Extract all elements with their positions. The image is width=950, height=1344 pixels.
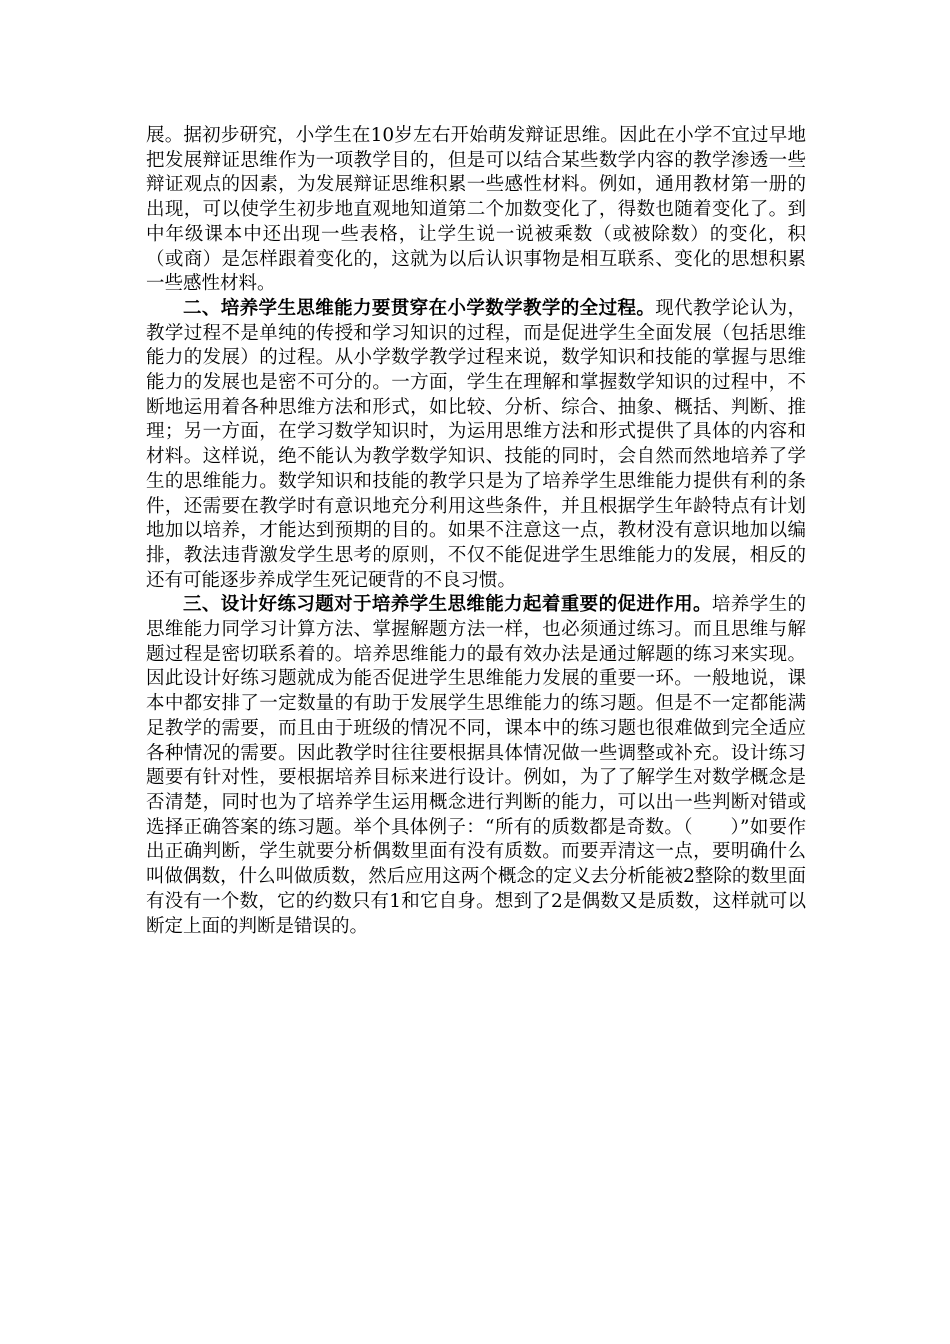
paragraph-text: 展。据初步研究，小学生在10岁左右开始萌发辩证思维。因此在小学不宜过早地把发展辩证思维作为一项教学目的，但是可以结合某些数学内容的教学渗透一些辩证观点的因素，为发展辩证思维积累一些感性材料。例如，通用教材第一册的出现，可以使学生初步地直观地知道第二个加数变化了，得数也随着变化了。到中年级课本中还出现一些表格，让学生说一说被乘数（或被除数）的变化，积（或商）是怎样跟着变化的，这就为以后认识事物是相互联系、变化的思想积累一些感性材料。 (146, 125, 806, 295)
section-three-heading: 三、设计好练习题对于培养学生思维能力起着重要的促进作用。 (183, 594, 712, 616)
paragraph-dialectical-thinking (146, 124, 806, 297)
paragraph-section-three (146, 593, 806, 939)
paragraph-section-two (146, 297, 806, 593)
paragraph-text: 培养学生的思维能力同学习计算方法、掌握解题方法一样，也必须通过练习。而且思维与解题过程是密切联系着的。培养思维能力的最有效办法是通过解题的练习来实现。因此设计好练习题就成为能否促进学生思维能力发展的重要一环。一般地说，课本中都安排了一定数量的有助于发展学生思维能力的练习题。但是不一定都能满足教学的需要，而且由于班级的情况不同，课本中的练习题也很难做到完全适应各种情况的需要。因此教学时往往要根据具体情况做一些调整或补充。设计练习题要有针对性，要根据培养目标来进行设计。例如，为了了解学生对数学概念是否清楚，同时也为了培养学生运用概念进行判断的能力，可以出一些判断对错或选择正确答案的练习题。举个具体例子：“所有的质数都是奇数。（ ）”如要作出正确判断，学生就要分析偶数里面有没有质数。而要弄清这一点，要明确什么叫做偶数，什么叫做质数，然后应用这两个概念的定义去分析能被2整除的数里面有没有一个数，它的约数只有1和它自身。想到了2是偶数又是质数，这样就可以断定上面的判断是错误的。 (146, 594, 806, 937)
paragraph-text: 现代教学论认为，教学过程不是单纯的传授和学习知识的过程，而是促进学生全面发展（包括思维能力的发展）的过程。从小学数学教学过程来说，数学知识和技能的掌握与思维能力的发展也是密不可分的。一方面，学生在理解和掌握数学知识的过程中，不断地运用着各种思维方法和形式，如比较、分析、综合、抽象、概括、判断、推理；另一方面，在学习数学知识时，为运用思维方法和形式提供了具体的内容和材料。这样说，绝不能认为教学数学知识、技能的同时，会自然而然地培养了学生的思维能力。数学知识和技能的教学只是为了培养学生思维能力提供有利的条件，还需要在教学时有意识地充分利用这些条件，并且根据学生年龄特点有计划地加以培养，才能达到预期的目的。如果不注意这一点，教材没有意识地加以编排，教法违背激发学生思考的原则，不仅不能促进学生思维能力的发展，相反的还有可能逐步养成学生死记硬背的不良习惯。 (146, 297, 806, 591)
section-two-heading: 二、培养学生思维能力要贯穿在小学数学教学的全过程。 (183, 297, 656, 319)
document-body (146, 124, 806, 939)
